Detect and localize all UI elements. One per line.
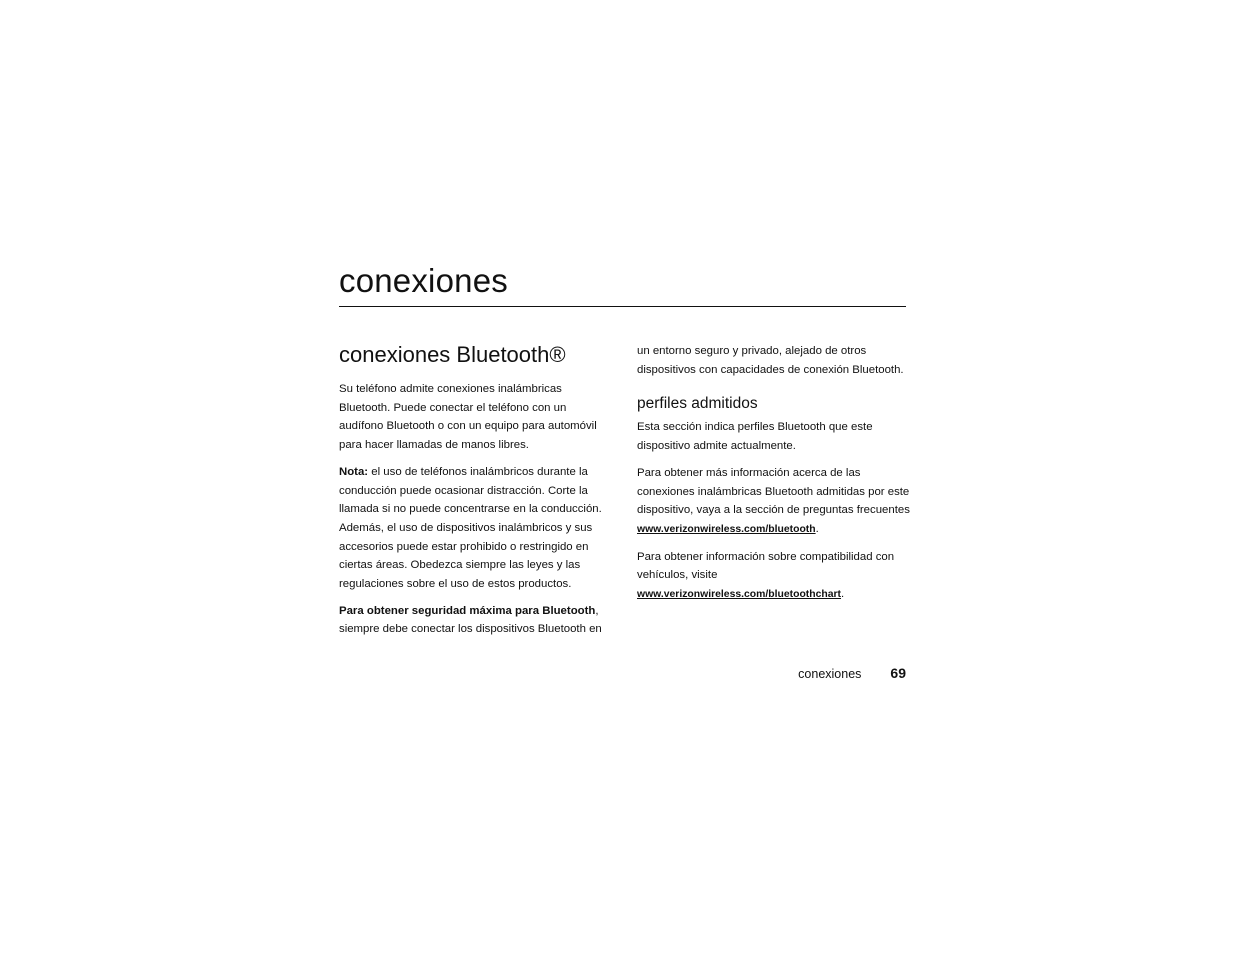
continuation-paragraph: un entorno seguro y privado, alejado de otros dispositivos con capacidades de conexión Bluetooth. [637, 345, 904, 376]
security-text: , siempre debe conectar los dispositivos Bluetooth en [339, 604, 602, 636]
page-title: conexiones [339, 262, 508, 299]
profiles-paragraph: Esta sección indica perfiles Bluetooth que este dispositivo admite actualmente. [637, 421, 873, 453]
left-column [339, 340, 611, 647]
more-info-text: Para obtener más información acerca de las conexiones inalámbricas Bluetooth admitidas por este dispositivo, vaya a la sección de preguntas frecuentes [637, 466, 910, 517]
section-title: conexiones Bluetooth® [339, 342, 566, 367]
more-info-end: . [815, 522, 819, 535]
compat-text: Para obtener información sobre compatibilidad con vehículos, visite [637, 550, 895, 582]
more-info-paragraph [637, 464, 912, 540]
compat-paragraph [637, 548, 912, 605]
page-footer [798, 665, 906, 681]
compat-end: . [841, 588, 845, 601]
note-text: el uso de teléfonos inalámbricos durante la conducción puede ocasionar distracción. Corte la llamada si no puede concentrarse en la conducción. Además, el uso de dispositivos inalámbricos y sus accesorios puede estar prohibido o restringido en ciertas áreas. Obedezca siempre las leyes y las regulaciones sobre el uso de estos productos. [339, 465, 602, 591]
security-label: Para obtener seguridad máxima para Bluetooth [339, 604, 596, 617]
bluetooth-faq-link[interactable]: www.verizonwireless.com/bluetooth [637, 523, 816, 535]
subsection-title: perfiles admitidos [637, 395, 758, 413]
title-divider [339, 306, 906, 307]
bluetooth-chart-link[interactable]: www.verizonwireless.com/bluetoothchart [637, 589, 842, 601]
footer-chapter: conexiones [798, 667, 862, 681]
note-paragraph [339, 463, 611, 594]
page-number: 69 [890, 665, 906, 681]
security-paragraph [339, 602, 611, 639]
note-label: Nota: [339, 465, 369, 478]
intro-paragraph: Su teléfono admite conexiones inalámbricas Bluetooth. Puede conectar el teléfono con un audífono Bluetooth o con un equipo para automóvil para hacer llamadas de manos libres. [339, 383, 597, 452]
right-column [637, 342, 912, 613]
